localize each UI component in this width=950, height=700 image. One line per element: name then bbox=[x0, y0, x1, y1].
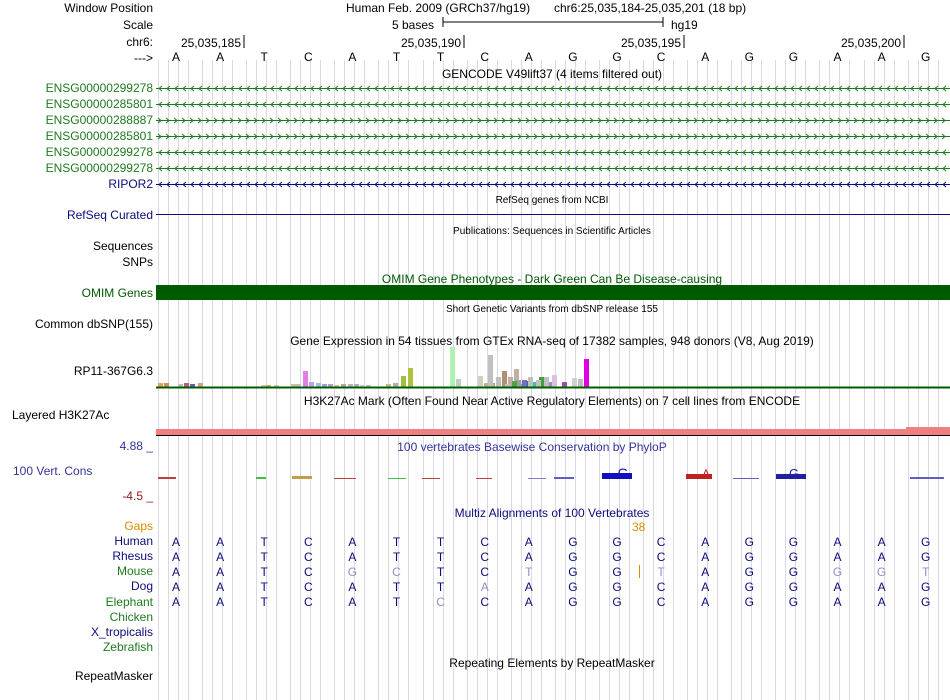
h3k27ac-signal[interactable] bbox=[156, 429, 906, 435]
alignment-base: A bbox=[701, 550, 710, 564]
sequence-base: C bbox=[303, 50, 313, 64]
gtex-tissue-bar[interactable] bbox=[522, 380, 527, 387]
gencode-item-label[interactable]: ENSG00000285801 bbox=[45, 97, 153, 111]
alignment-base: A bbox=[348, 580, 357, 594]
alignment-base: A bbox=[216, 595, 225, 609]
alignment-base: A bbox=[701, 565, 710, 579]
alignment-base: G bbox=[921, 595, 931, 609]
alignment-base: A bbox=[348, 535, 357, 549]
phylop-score-mark[interactable] bbox=[554, 477, 574, 479]
track-data-area[interactable] bbox=[156, 0, 950, 700]
phylop-score-mark[interactable] bbox=[422, 478, 440, 479]
species-label-zebrafish[interactable]: Zebrafish bbox=[102, 640, 153, 654]
gencode-item-label[interactable]: ENSG00000299278 bbox=[45, 161, 153, 175]
alignment-base: A bbox=[701, 595, 710, 609]
alignment-base: C bbox=[392, 565, 401, 579]
gtex-tissue-bar[interactable] bbox=[512, 381, 517, 387]
publications-title[interactable]: Publications: Sequences in Scientific Articles bbox=[453, 226, 651, 237]
alignment-base: C bbox=[480, 550, 490, 564]
alignment-base: A bbox=[877, 595, 886, 609]
gtex-tissue-bar[interactable] bbox=[544, 377, 549, 387]
alignment-base: C bbox=[656, 535, 666, 549]
repeatmasker-title[interactable]: Repeating Elements by RepeatMasker bbox=[449, 656, 655, 670]
gtex-tissue-bar[interactable] bbox=[552, 375, 557, 387]
scale-bar-text: 5 bases bbox=[392, 18, 435, 32]
alignment-base: G bbox=[744, 580, 754, 594]
alignment-base: A bbox=[833, 595, 842, 609]
alignment-base: A bbox=[171, 565, 181, 579]
gtex-tissue-bar[interactable] bbox=[158, 383, 163, 387]
phylop-logo-base: G bbox=[617, 465, 629, 481]
alignment-base: A bbox=[524, 580, 533, 594]
alignment-base: T bbox=[436, 580, 445, 594]
alignment-base: G bbox=[788, 595, 799, 609]
alignment-base: G bbox=[788, 580, 799, 594]
gaps-label: Gaps bbox=[124, 519, 153, 533]
gtex-tissue-bar[interactable] bbox=[309, 382, 314, 387]
gencode-item-label[interactable]: ENSG00000299278 bbox=[45, 145, 153, 159]
phylop-score-mark[interactable] bbox=[292, 476, 312, 479]
sequence-base: A bbox=[877, 50, 886, 64]
h3k27ac-signal-peak[interactable] bbox=[906, 427, 950, 435]
ruler-position: 25,035,190 bbox=[400, 36, 461, 50]
alignment-base: C bbox=[303, 580, 313, 594]
species-label-dog[interactable]: Dog bbox=[130, 579, 153, 593]
phylop-min-label: -4.5 _ bbox=[122, 489, 153, 503]
phylop-title[interactable]: 100 vertebrates Basewise Conservation by PhyloP bbox=[397, 440, 667, 454]
gencode-title[interactable]: GENCODE V49lift37 (4 items filtered out) bbox=[441, 67, 663, 81]
gtex-tissue-bar[interactable] bbox=[572, 378, 577, 387]
species-label-rhesus[interactable]: Rhesus bbox=[112, 549, 153, 563]
sequence-base: G bbox=[788, 50, 799, 64]
ruler-position: 25,035,185 bbox=[180, 36, 241, 50]
phylop-score-mark[interactable] bbox=[910, 477, 944, 479]
gtex-tissue-bar[interactable] bbox=[496, 377, 501, 387]
species-label-chicken[interactable]: Chicken bbox=[109, 610, 153, 624]
alignment-base: G bbox=[568, 595, 578, 609]
gtex-tissue-bar[interactable] bbox=[401, 376, 406, 387]
alignment-base: A bbox=[171, 595, 181, 609]
sequence-base: G bbox=[921, 50, 931, 64]
species-label-x-tropicalis[interactable]: X_tropicalis bbox=[90, 625, 153, 639]
alignment-base: C bbox=[656, 580, 666, 594]
alignment-base: A bbox=[480, 580, 489, 594]
ripor2-label[interactable]: RIPOR2 bbox=[108, 177, 153, 191]
gtex-tissue-bar[interactable] bbox=[584, 359, 589, 387]
gtex-tissue-bar[interactable] bbox=[528, 377, 533, 387]
alignment-base: G bbox=[612, 565, 622, 579]
omim-bar[interactable] bbox=[156, 285, 950, 300]
alignment-base: G bbox=[921, 550, 931, 564]
alignment-base: C bbox=[436, 595, 445, 609]
alignment-base: G bbox=[612, 535, 622, 549]
alignment-base: A bbox=[216, 550, 225, 564]
alignment-base: A bbox=[701, 580, 710, 594]
repeatmasker-label[interactable]: RepeatMasker bbox=[74, 669, 153, 683]
gtex-tissue-bar[interactable] bbox=[478, 376, 483, 387]
gtex-tissue-bar[interactable] bbox=[536, 380, 541, 387]
alignment-base: C bbox=[303, 565, 313, 579]
sequence-base: G bbox=[744, 50, 754, 64]
gtex-tissue-bar[interactable] bbox=[562, 382, 567, 387]
window-position: chr6:25,035,184-25,035,201 (18 bp) bbox=[554, 1, 747, 15]
alignment-base: T bbox=[392, 595, 401, 609]
alignment-base: G bbox=[876, 565, 887, 579]
ruler-position: 25,035,195 bbox=[620, 36, 681, 50]
alignment-base: C bbox=[480, 535, 490, 549]
sequence-base: C bbox=[656, 50, 666, 64]
alignment-base: A bbox=[171, 580, 181, 594]
gtex-tissue-bar[interactable] bbox=[164, 383, 169, 387]
alignment-base: A bbox=[877, 550, 886, 564]
gtex-tissue-bar[interactable] bbox=[456, 379, 461, 387]
window-position-label: Window Position bbox=[64, 1, 153, 15]
sequence-base: T bbox=[260, 50, 268, 64]
alignment-base: G bbox=[744, 535, 754, 549]
multiz-title[interactable]: Multiz Alignments of 100 Vertebrates bbox=[454, 506, 650, 520]
alignment-base: G bbox=[744, 595, 754, 609]
alignment-base: T bbox=[657, 565, 665, 579]
sequence-base: A bbox=[216, 50, 225, 64]
phylop-max-label: 4.88 _ bbox=[119, 439, 153, 453]
gtex-tissue-bar[interactable] bbox=[184, 383, 189, 387]
sequence-base: G bbox=[612, 50, 622, 64]
sequence-base: A bbox=[524, 50, 533, 64]
alignment-base: T bbox=[525, 565, 533, 579]
alignment-base: C bbox=[480, 595, 490, 609]
alignment-base: T bbox=[260, 535, 268, 549]
gtex-tissue-bar[interactable] bbox=[393, 383, 398, 387]
alignment-base: T bbox=[436, 535, 445, 549]
alignment-base: A bbox=[216, 580, 225, 594]
alignment-base: T bbox=[260, 550, 268, 564]
sequence-base: A bbox=[833, 50, 842, 64]
alignment-base: G bbox=[744, 565, 754, 579]
scale-db-text: hg19 bbox=[671, 18, 698, 32]
gtex-tissue-bar[interactable] bbox=[578, 379, 583, 387]
alignment-base: T bbox=[392, 580, 401, 594]
sequence-base: G bbox=[568, 50, 578, 64]
refseq-curated-label[interactable]: RefSeq Curated bbox=[66, 208, 153, 222]
alignment-base: A bbox=[348, 550, 357, 564]
omim-genes-label[interactable]: OMIM Genes bbox=[81, 286, 153, 300]
alignment-base: C bbox=[480, 565, 490, 579]
alignment-base: G bbox=[921, 535, 931, 549]
sequence-base: C bbox=[480, 50, 490, 64]
alignment-base: A bbox=[524, 595, 533, 609]
phylop-logo-base: A bbox=[701, 467, 711, 481]
alignment-base: G bbox=[921, 580, 931, 594]
alignment-base: T bbox=[260, 580, 268, 594]
sequence-base: A bbox=[701, 50, 710, 64]
sequences-label[interactable]: Sequences bbox=[92, 239, 153, 253]
alignment-base: T bbox=[260, 595, 268, 609]
gtex-tissue-bar[interactable] bbox=[408, 368, 413, 387]
gtex-title[interactable]: Gene Expression in 54 tissues from GTEx RNA-seq of 17382 samples, 948 donors (V8, Aug 2019) bbox=[290, 334, 814, 348]
alignment-base: G bbox=[612, 580, 622, 594]
alignment-base: C bbox=[303, 595, 313, 609]
phylop-score-mark[interactable] bbox=[528, 478, 546, 479]
gtex-tissue-bar[interactable] bbox=[198, 383, 203, 387]
phylop-score-mark[interactable] bbox=[334, 478, 356, 479]
species-label-human[interactable]: Human bbox=[114, 534, 153, 548]
alignment-base: C bbox=[303, 535, 313, 549]
alignment-base: T bbox=[260, 565, 268, 579]
strand-arrow-label: ---> bbox=[134, 51, 153, 65]
alignment-base: C bbox=[656, 550, 666, 564]
alignment-base: A bbox=[216, 535, 225, 549]
phylop-score-mark[interactable] bbox=[158, 477, 176, 479]
common-dbsnp-label[interactable]: Common dbSNP(155) bbox=[34, 317, 153, 331]
phylop-score-mark[interactable] bbox=[476, 478, 492, 479]
alignment-base: A bbox=[877, 580, 886, 594]
assembly-name: Human Feb. 2009 (GRCh37/hg19) bbox=[346, 1, 531, 15]
alignment-base: G bbox=[832, 565, 843, 579]
alignment-base: T bbox=[922, 565, 930, 579]
gtex-tissue-bar[interactable] bbox=[316, 383, 321, 387]
gap-count: 38 bbox=[632, 520, 646, 534]
omim-title[interactable]: OMIM Gene Phenotypes - Dark Green Can Be Disease-causing bbox=[381, 272, 723, 286]
alignment-base: G bbox=[568, 550, 578, 564]
alignment-base: A bbox=[524, 535, 533, 549]
sequence-base: A bbox=[171, 50, 181, 64]
gtex-tissue-bar[interactable] bbox=[450, 347, 455, 387]
species-label-elephant[interactable]: Elephant bbox=[105, 595, 153, 609]
phylop-logo-base: G bbox=[788, 466, 800, 481]
alignment-base: G bbox=[788, 535, 799, 549]
alignment-base: G bbox=[612, 595, 622, 609]
alignment-base: A bbox=[877, 535, 886, 549]
ruler-position: 25,035,200 bbox=[840, 36, 901, 50]
alignment-base: A bbox=[171, 535, 181, 549]
alignment-base: T bbox=[436, 550, 445, 564]
dbsnp-title[interactable]: Short Genetic Variants from dbSNP release 155 bbox=[446, 304, 658, 315]
sequence-base: T bbox=[436, 50, 445, 64]
alignment-base: G bbox=[568, 535, 578, 549]
track-label-column bbox=[0, 0, 156, 700]
gencode-item-label[interactable]: ENSG00000285801 bbox=[45, 129, 153, 143]
alignment-base: A bbox=[171, 550, 181, 564]
gencode-item-label[interactable]: ENSG00000299278 bbox=[45, 81, 153, 95]
vert-cons-label[interactable]: 100 Vert. Cons bbox=[13, 464, 93, 478]
alignment-base: A bbox=[216, 565, 225, 579]
alignment-base: G bbox=[568, 565, 578, 579]
gtex-gene-label[interactable]: RP11-367G6.3 bbox=[73, 364, 153, 378]
phylop-score-mark[interactable] bbox=[388, 478, 406, 479]
alignment-base: A bbox=[701, 535, 710, 549]
snps-label[interactable]: SNPs bbox=[122, 255, 153, 269]
alignment-base: G bbox=[347, 565, 358, 579]
alignment-base: A bbox=[833, 550, 842, 564]
alignment-base: C bbox=[303, 550, 313, 564]
species-label-mouse[interactable]: Mouse bbox=[116, 564, 153, 578]
alignment-base: G bbox=[612, 550, 622, 564]
sequence-base: A bbox=[348, 50, 357, 64]
phylop-score-mark[interactable] bbox=[733, 478, 759, 479]
alignment-base: G bbox=[788, 550, 799, 564]
alignment-base: G bbox=[788, 565, 799, 579]
refseq-title[interactable]: RefSeq genes from NCBI bbox=[495, 195, 609, 206]
alignment-base: T bbox=[392, 535, 401, 549]
alignment-base: T bbox=[436, 565, 445, 579]
alignment-base: G bbox=[744, 550, 754, 564]
alignment-base: A bbox=[833, 535, 842, 549]
layered-h3k27ac-label[interactable]: Layered H3K27Ac bbox=[12, 408, 110, 422]
alignment-base: G bbox=[568, 580, 578, 594]
track-canvas[interactable] bbox=[156, 0, 950, 700]
scale-label: Scale bbox=[122, 18, 153, 32]
alignment-base: A bbox=[348, 595, 357, 609]
gencode-item-label[interactable]: ENSG00000288887 bbox=[45, 113, 153, 127]
chrom-label: chr6: bbox=[126, 35, 153, 49]
gtex-tissue-bar[interactable] bbox=[488, 355, 493, 387]
h3k27ac-title[interactable]: H3K27Ac Mark (Often Found Near Active Regulatory Elements) on 7 cell lines from ENCODE bbox=[303, 394, 801, 408]
alignment-base: A bbox=[833, 580, 842, 594]
sequence-base: T bbox=[392, 50, 401, 64]
alignment-base: T bbox=[392, 550, 401, 564]
alignment-base: C bbox=[656, 595, 666, 609]
phylop-score-mark[interactable] bbox=[256, 477, 266, 479]
alignment-base: A bbox=[524, 550, 533, 564]
gtex-tissue-bar[interactable] bbox=[303, 371, 308, 387]
